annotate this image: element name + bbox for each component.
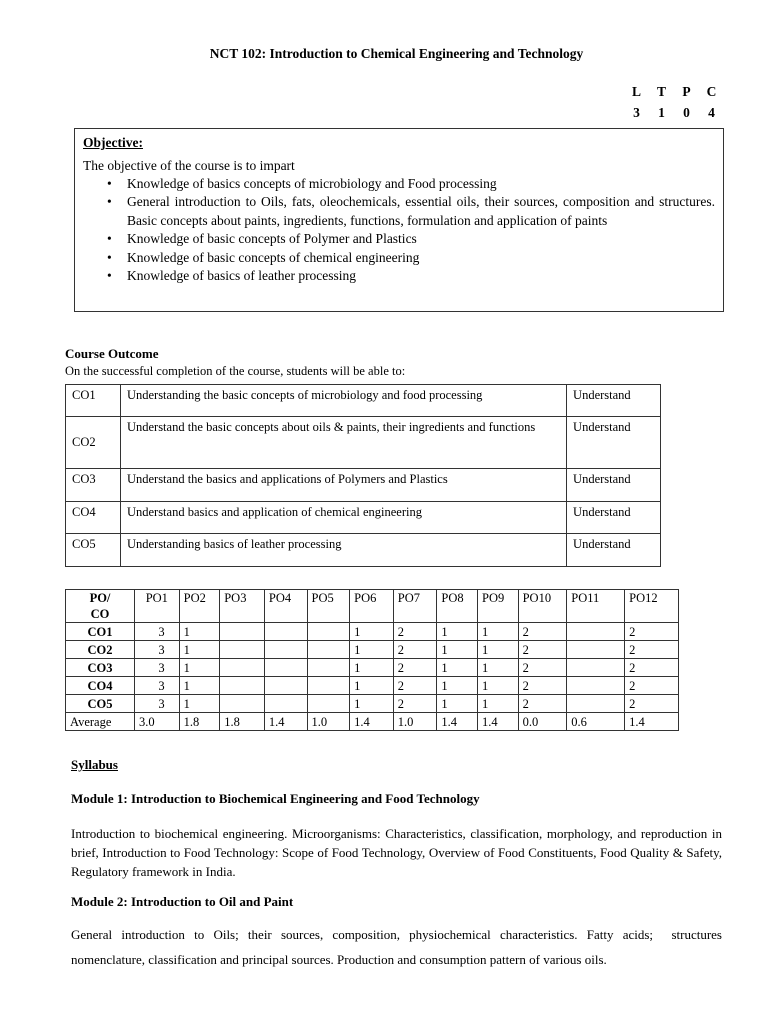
page-title: NCT 102: Introduction to Chemical Engineering and Technology: [209, 46, 584, 61]
ltpc-value-p: 0: [683, 105, 690, 120]
co-text: Understand the basic concepts about oils & paints, their ingredients and functions: [120, 417, 566, 469]
table-row: [66, 417, 661, 469]
co-text: Understand basics and application of chemical engineering: [120, 502, 566, 534]
po-cell: 1: [179, 695, 220, 713]
module1-title: Module 1: Introduction to Biochemical Engineering and Food Technology: [71, 791, 480, 806]
table-row: [66, 623, 679, 641]
po-cell: [307, 641, 350, 659]
po-header: PO9: [478, 590, 519, 623]
ltpc-value-t: 1: [658, 105, 665, 120]
po-cell: 2: [625, 695, 679, 713]
po-cell: [264, 623, 307, 641]
po-cell: 1: [350, 623, 394, 641]
po-cell: 1: [437, 695, 478, 713]
po-cell: 1: [437, 677, 478, 695]
co-code: CO4: [66, 502, 121, 534]
co-label: CO1: [66, 623, 135, 641]
module2-title: Module 2: Introduction to Oil and Paint: [71, 894, 294, 909]
po-header: PO8: [437, 590, 478, 623]
co-level: Understand: [567, 469, 661, 502]
co-label: CO3: [66, 659, 135, 677]
po-cell: 2: [518, 623, 567, 641]
po-cell: [567, 641, 625, 659]
po-cell: [264, 695, 307, 713]
objective-bullet: • Knowledge of basics of leather processing: [127, 267, 715, 285]
ltpc-value-l: 3: [633, 105, 640, 120]
po-cell: 1: [437, 659, 478, 677]
table-row: [66, 502, 661, 534]
table-row-average: [66, 713, 679, 731]
avg-cell: 3.0: [135, 713, 180, 731]
po-cell: [307, 623, 350, 641]
po-cell: 1: [478, 677, 519, 695]
table-row: [66, 695, 679, 713]
po-cell: [220, 659, 265, 677]
po-cell: [264, 641, 307, 659]
po-cell: [307, 659, 350, 677]
po-cell: 2: [393, 695, 437, 713]
po-cell: [307, 677, 350, 695]
avg-cell: 1.0: [307, 713, 350, 731]
po-cell: 1: [478, 695, 519, 713]
syllabus-heading: Syllabus: [71, 757, 118, 772]
co-label: CO2: [66, 641, 135, 659]
po-co-mapping-table: [65, 589, 679, 731]
table-row: [66, 677, 679, 695]
po-cell: 1: [478, 659, 519, 677]
avg-cell: 1.8: [220, 713, 265, 731]
po-cell: 1: [179, 677, 220, 695]
po-cell: 3: [135, 641, 180, 659]
ltpc-values: [624, 105, 724, 121]
po-cell: 1: [478, 623, 519, 641]
co-level: Understand: [567, 417, 661, 469]
po-cell: 1: [437, 641, 478, 659]
po-cell: 2: [393, 677, 437, 695]
po-cell: 1: [350, 677, 394, 695]
po-cell: 1: [437, 623, 478, 641]
po-header: PO10: [518, 590, 567, 623]
po-cell: [567, 623, 625, 641]
po-cell: 2: [518, 677, 567, 695]
objective-bullet: • Knowledge of basic concepts of Polymer and Plastics: [127, 230, 715, 248]
table-row: [66, 659, 679, 677]
objective-heading: Objective:: [83, 135, 143, 150]
po-header: PO7: [393, 590, 437, 623]
po-cell: 2: [625, 623, 679, 641]
po-cell: 2: [518, 695, 567, 713]
po-cell: [567, 677, 625, 695]
po-cell: 1: [350, 659, 394, 677]
table-row: [66, 385, 661, 417]
po-header: PO6: [350, 590, 394, 623]
po-cell: 1: [478, 641, 519, 659]
table-header-row: [66, 590, 679, 623]
po-cell: 3: [135, 623, 180, 641]
avg-cell: 1.4: [478, 713, 519, 731]
po-header: PO11: [567, 590, 625, 623]
co-text: Understand the basics and applications of Polymers and Plastics: [120, 469, 566, 502]
po-header: PO12: [625, 590, 679, 623]
po-cell: 2: [625, 659, 679, 677]
objective-bullet: • Knowledge of basic concepts of chemical engineering: [127, 249, 715, 267]
ltpc-header-p: P: [682, 84, 691, 99]
objective-intro: The objective of the course is to impart: [83, 158, 295, 173]
po-header: PO4: [264, 590, 307, 623]
po-cell: 2: [625, 641, 679, 659]
table-row: [66, 469, 661, 502]
avg-cell: 1.4: [625, 713, 679, 731]
po-cell: [220, 677, 265, 695]
po-cell: 1: [179, 623, 220, 641]
co-text: Understanding basics of leather processing: [120, 534, 566, 567]
po-cell: 1: [350, 641, 394, 659]
po-co-corner: PO/ CO: [66, 590, 135, 623]
po-cell: 2: [393, 659, 437, 677]
po-cell: [567, 695, 625, 713]
po-cell: 2: [625, 677, 679, 695]
avg-cell: 0.6: [567, 713, 625, 731]
objective-bullet: • General introduction to Oils, fats, oleochemicals, essential oils, their sources, composition and structures. Basic concepts about paints, ingredients, functions, formulation and application of paints: [127, 193, 715, 230]
po-cell: [220, 641, 265, 659]
po-cell: 1: [179, 659, 220, 677]
table-row: [66, 534, 661, 567]
avg-cell: 1.4: [350, 713, 394, 731]
co-text: Understanding the basic concepts of microbiology and food processing: [120, 385, 566, 417]
co-code: CO2: [66, 417, 121, 469]
po-header: PO2: [179, 590, 220, 623]
po-header: PO3: [220, 590, 265, 623]
avg-cell: 1.4: [437, 713, 478, 731]
co-level: Understand: [567, 502, 661, 534]
po-cell: 3: [135, 677, 180, 695]
ltpc-header-c: C: [706, 84, 717, 99]
ltpc-value-c: 4: [708, 105, 715, 120]
avg-cell: 0.0: [518, 713, 567, 731]
co-code: CO3: [66, 469, 121, 502]
po-cell: 1: [350, 695, 394, 713]
po-cell: 2: [393, 623, 437, 641]
course-outcome-intro: On the successful completion of the course, students will be able to:: [65, 364, 406, 378]
po-header: PO1: [135, 590, 180, 623]
average-label: Average: [66, 713, 135, 731]
course-outcome-heading: Course Outcome: [65, 346, 159, 361]
po-header: PO5: [307, 590, 350, 623]
po-cell: [220, 623, 265, 641]
po-cell: [264, 677, 307, 695]
po-cell: 2: [393, 641, 437, 659]
co-label: CO5: [66, 695, 135, 713]
co-code: CO1: [66, 385, 121, 417]
co-label: CO4: [66, 677, 135, 695]
po-cell: 3: [135, 659, 180, 677]
ltpc-header-l: L: [631, 84, 641, 99]
po-cell: 2: [518, 641, 567, 659]
po-cell: 2: [518, 659, 567, 677]
co-code: CO5: [66, 534, 121, 567]
ltpc-header-t: T: [656, 84, 666, 99]
avg-cell: 1.4: [264, 713, 307, 731]
objective-bullet: • Knowledge of basics concepts of microbiology and Food processing: [127, 175, 715, 193]
objective-list: [83, 175, 715, 285]
avg-cell: 1.8: [179, 713, 220, 731]
po-cell: 3: [135, 695, 180, 713]
co-level: Understand: [567, 385, 661, 417]
module2-text: General introduction to Oils; their sources, composition, physiochemical characteristics. Fatty acids; structures nomenclature, classification and principal sources. Production and consumption pattern of various oils.: [71, 927, 726, 967]
po-cell: [307, 695, 350, 713]
po-cell: [264, 659, 307, 677]
module1-text: Introduction to biochemical engineering. Microorganisms: Characteristics, classification, morphology, and reproduction in brief, Introduction to Food Technology: Scope of Food Technology, Overview of Food Constituents, Food Quality & Safety, Regulatory framework in India.: [71, 826, 722, 879]
avg-cell: 1.0: [393, 713, 437, 731]
course-outcome-table: [65, 384, 661, 567]
objective-box: [74, 128, 724, 312]
po-cell: [220, 695, 265, 713]
table-row: [66, 641, 679, 659]
po-cell: 1: [179, 641, 220, 659]
po-cell: [567, 659, 625, 677]
co-level: Understand: [567, 534, 661, 567]
ltpc-headers: [624, 84, 724, 100]
